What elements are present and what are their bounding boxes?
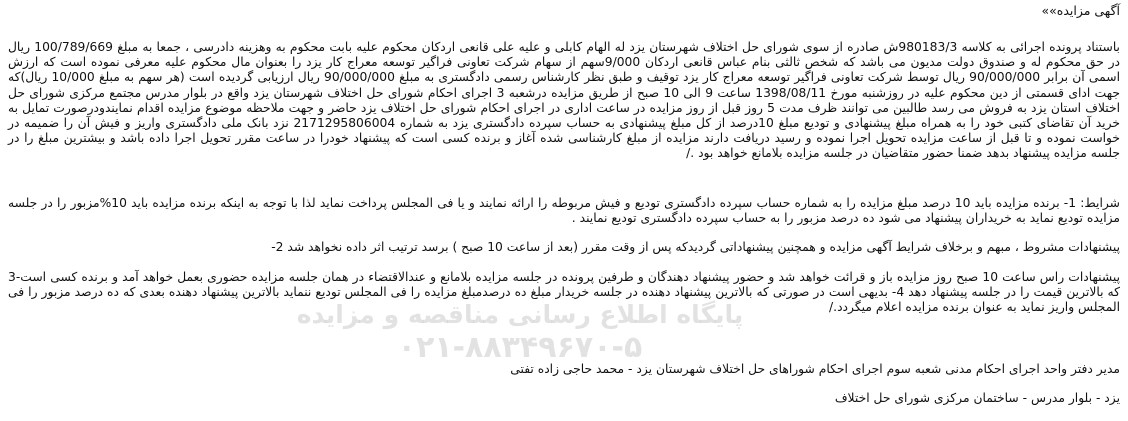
watermark-line-1: پایگاه اطلاع رسانی مناقصه و مزایده (296, 300, 744, 329)
watermark-line-2: ۰۲۱-۸۸۳۴۹۶۷۰-۵ (397, 330, 643, 365)
notice-body-paragraph: باستناد پرونده اجرائی به کلاسه 980183/3ش صادره از سوی شورای حل اختلاف شهرستان یزد له الهام کابلی و علیه علی قانعی اردکان محکوم علیه بابت محکوم به وهزینه دادرسی ، جمعا به مبلغ 100/789/669 ریال در حق محکوم له و صندوق دولت مدیون می باشد که شخص ثالثی بنام عباس قانعی اردکان 9/000سهم از سهام شرکت تعاونی فراگیر توسعه معراج کار یزد را بعنوان مال محکوم علیه معرفی نموده است که ارزش اسمی آن برابر 90/000/000 ریال توسط شرکت تعاونی فراگیر توسعه معراج کار یزد توقیف و طبق نظر کارشناس رسمی دادگستری به مبلغ 90/000/000 ریال ارزیابی گردیده است (هر سهم به مبلغ 10/000 ریال)که جهت ادای قسمتی از دین محکوم علیه در روزشنبه مورخ 1398/08/11 ساعت 9 الی 10 صبح از طریق مزایده درشعبه 3 اجرای احکام شورای حل اختلاف شهرستان یزد واقع در بلوار مدرس مجتمع مرکزی شورای حل اختلاف استان یزد به فروش می رسد طالبین می توانند ظرف مدت 5 روز قبل از روز مزایده در ساعت اداری در اجرای احکام شورای حل اختلاف یزد حاضر و جهت ملاحظه موضوع مزایده اقدام نمایندودرصورت تمایل به خرید آن تقاضای کتبی خود را به همراه مبلغ پیشنهادی و تودیع مبلغ 10درصد از کل مبلغ پیشنهادی به حساب سپرده دادگستری یزد به شماره 2171295806004 نزد بانک ملی دادگستری واریز و فیش آن را ضمیمه در خواست نموده و تا قبل از ساعت مزایده تحویل اجرا نموده و رسید دریافت دارند مزایده از مبلغ کارشناسی شده آغاز و برنده کسی است که پیشنهاد خودرا در ساعت مقرر تحویل اجرا داده باشد و بیشترین مبلغ را در جلسه مزایده پیشنهاد بدهد ضمنا حضور متقاضیان در جلسه مزایده بلامانع خواهد بود ./ (8, 40, 1121, 161)
signature-line-1: مدیر دفتر واحد اجرای احکام مدنی شعبه سوم اجرای احکام شوراهای حل اختلاف شهرستان یزد - محمد حاجی زاده تفتی (510, 362, 1120, 376)
conditions-3-4-paragraph: پیشنهادات راس ساعت 10 صبح روز مزایده باز و قرائت خواهد شد و حضور پیشنهاد دهندگان و طرفین پرونده در جلسه مزایده بلامانع و عندالاقتضاء در همان جلسه مزایده حضوری بعمل خواهد آمد و برنده کسی است-3 که بالاترین قیمت را در جلسه پیشنهاد دهد 4- بدیهی است در صورتی که بالاترین پیشنهاد دهنده در جلسه خریدار مبلغ ده درصدمبلغ مزایده را فی المجلس تودیع ننماید بالاترین پیشنهاد دهنده بعدی که ده درصد مزبور را فی المجلس واریز نماید به عنوان برنده مزایده اعلام میگردد./ (8, 270, 1120, 315)
conditions-paragraph: شرایط: 1- برنده مزایده باید 10 درصد مبلغ مزایده را به شماره حساب سپرده دادگستری تودیع و فیش مربوطه را ارائه نمایند و یا فی المجلس پرداخت نماید لذا با توجه به اینکه برنده مزایده باید 10%مزبور را در جلسه مزایده تودیع نماید به خریداران پیشنهاد می شود ده درصد مزبور را به حساب سپرده دادگستری تودیع نمایند . (8, 196, 1120, 226)
notice-title: آگهی مزایده»» (1041, 3, 1120, 18)
signature-line-2: یزد - بلوار مدرس - ساختمان مرکزی شورای حل اختلاف (834, 391, 1120, 405)
condition-2-paragraph: پیشنهادات مشروط ، مبهم و برخلاف شرایط آگهی مزایده و همچنین پیشنهاداتی گردیدکه پس از وقت مقرر (بعد از ساعت 10 صبح ) برسد ترتیب اثر داده نخواهد شد 2- (271, 240, 1120, 254)
